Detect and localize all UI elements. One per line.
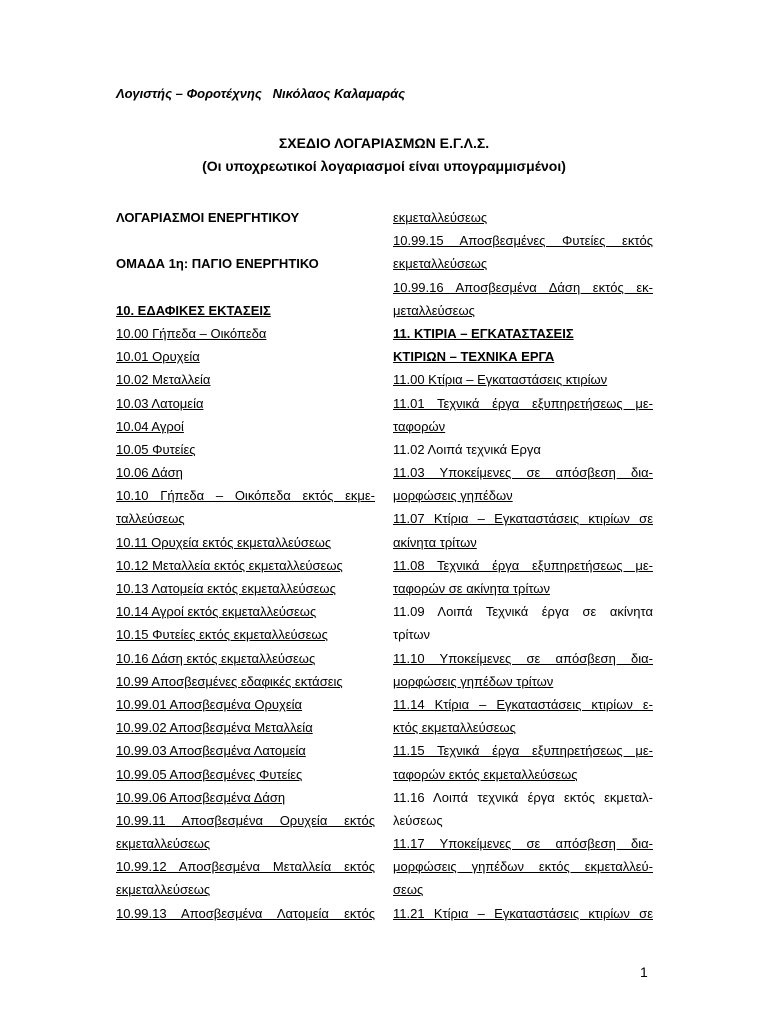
account-text: 10.00 Γήπεδα – Οικόπεδα <box>116 325 267 341</box>
account-line <box>393 739 653 762</box>
account-line <box>116 461 375 484</box>
account-line <box>116 809 375 832</box>
document-title: ΣΧΕΔΙΟ ΛΟΓΑΡΙΑΣΜΩΝ Ε.Γ.Λ.Σ. <box>278 135 490 151</box>
account-line <box>116 763 375 786</box>
account-line <box>116 577 375 600</box>
account-text: 11.14 Κτίρια – Εγκαταστάσεις κτιρίων ε- <box>393 696 653 712</box>
account-text: 10.10 Γήπεδα – Οικόπεδα εκτός εκμε- <box>116 488 375 504</box>
account-line <box>393 670 653 693</box>
account-text: 10.05 Φυτείες <box>116 441 196 457</box>
account-text: ταφορών <box>393 418 446 434</box>
account-line <box>393 206 653 229</box>
account-text: 10.01 Ορυχεία <box>116 349 200 365</box>
account-text: 10.99.05 Αποσβεσμένες Φυτείες <box>116 766 303 782</box>
account-text: σεως <box>393 882 424 898</box>
account-text: ταλλεύσεως <box>116 511 185 527</box>
account-line <box>116 600 375 623</box>
account-text: μορφώσεις γηπέδων εκτός εκμεταλλεύ- <box>393 859 653 875</box>
account-text: 11.10 Υποκείμενες σε απόσβεση δια- <box>393 650 653 666</box>
account-line <box>116 623 375 646</box>
account-text: ακίνητα τρίτων <box>393 534 477 550</box>
section-heading <box>116 252 375 275</box>
account-text: 10.99.06 Αποσβεσμένα Δάση <box>116 789 286 805</box>
account-text: 11.21 Κτίρια – Εγκαταστάσεις κτιρίων σε <box>393 905 653 921</box>
account-line <box>116 647 375 670</box>
account-text: 11.07 Κτίρια – Εγκαταστάσεις κτιρίων σε <box>393 511 653 527</box>
account-line <box>393 786 653 809</box>
account-text: 11.02 Λοιπά τεχνικά Εργα <box>393 441 541 457</box>
section-heading <box>393 345 653 368</box>
account-text: 11.17 Υποκείμενες σε απόσβεση δια- <box>393 836 653 852</box>
account-text: 11. ΚΤΙΡΙΑ – ΕΓΚΑΤΑΣΤΑΣΕΙΣ <box>393 325 574 341</box>
account-line <box>393 507 653 530</box>
account-line <box>116 855 375 878</box>
account-line <box>393 368 653 391</box>
account-text: εκμεταλλεύσεως <box>116 836 211 852</box>
account-text: ΚΤΙΡΙΩΝ – ΤΕΧΝΙΚΑ ΕΡΓΑ <box>393 349 555 365</box>
account-line <box>393 415 653 438</box>
account-text: μορφώσεις γηπέδων <box>393 488 513 504</box>
account-line <box>116 438 375 461</box>
account-line <box>116 484 375 507</box>
account-text: 10.06 Δάση <box>116 465 183 481</box>
account-text: 10.99.15 Αποσβεσμένες Φυτείες εκτός <box>393 233 653 249</box>
account-line <box>116 878 375 901</box>
account-text: 11.08 Τεχνικά έργα εξυπηρετήσεως με- <box>393 557 653 573</box>
account-text: 11.15 Τεχνικά έργα εξυπηρετήσεως με- <box>393 743 653 759</box>
account-text: 10.02 Μεταλλεία <box>116 372 211 388</box>
account-text: ΟΜΑΔΑ 1η: ΠΑΓΙΟ ΕΝΕΡΓΗΤΙΚΟ <box>116 256 319 272</box>
account-text: 10. ΕΔΑΦΙΚΕΣ ΕΚΤΑΣΕΙΣ <box>116 302 271 318</box>
document-header-author: Λογιστής – Φοροτέχνης Νικόλαος Καλαμαράς <box>116 86 406 101</box>
account-text: 10.99.12 Αποσβεσμένα Μεταλλεία εκτός <box>116 859 375 875</box>
account-line <box>116 322 375 345</box>
account-text: εκμεταλλεύσεως <box>393 210 488 225</box>
account-line <box>393 299 653 322</box>
account-text: κτός εκμεταλλεύσεως <box>393 720 516 736</box>
account-text: 10.13 Λατομεία εκτός εκμεταλλεύσεως <box>116 581 336 596</box>
account-text: ταφορών εκτός εκμεταλλεύσεως <box>393 766 578 782</box>
account-text: 10.99.11 Αποσβεσμένα Ορυχεία εκτός <box>116 812 375 828</box>
account-text: 10.12 Μεταλλεία εκτός εκμεταλλεύσεως <box>116 557 343 573</box>
account-text: 10.99.13 Αποσβεσμένα Λατομεία εκτός <box>116 905 375 921</box>
account-line <box>116 368 375 391</box>
account-text: 11.16 Λοιπά τεχνικά έργα εκτός εκμεταλ- <box>393 789 653 805</box>
account-text: εκμεταλλεύσεως <box>116 882 211 898</box>
account-text: 10.99.16 Αποσβεσμένα Δάση εκτός εκ- <box>393 279 653 295</box>
account-line <box>116 902 375 925</box>
account-line <box>393 716 653 739</box>
document-subtitle: (Οι υποχρεωτικοί λογαριασμοί είναι υπογραμμισμένοι) <box>202 158 566 174</box>
account-line <box>116 716 375 739</box>
account-line <box>116 693 375 716</box>
account-line <box>116 415 375 438</box>
account-line <box>116 832 375 855</box>
account-line <box>393 577 653 600</box>
account-line <box>393 763 653 786</box>
account-line <box>393 600 653 623</box>
account-text: εκμεταλλεύσεως <box>393 256 488 272</box>
account-text: 11.01 Τεχνικά έργα εξυπηρετήσεως με- <box>393 395 653 411</box>
page-number: 1 <box>640 964 648 980</box>
account-text: 10.04 Αγροί <box>116 418 184 434</box>
account-line <box>393 647 653 670</box>
section-heading <box>116 206 375 229</box>
account-line <box>116 554 375 577</box>
account-text: 10.03 Λατομεία <box>116 395 204 411</box>
account-line <box>116 786 375 809</box>
account-line <box>393 392 653 415</box>
account-line <box>116 531 375 554</box>
account-text: μορφώσεις γηπέδων τρίτων <box>393 673 554 689</box>
account-line <box>393 484 653 507</box>
account-line <box>116 670 375 693</box>
account-text: τρίτων <box>393 627 431 643</box>
account-text: 10.99.03 Αποσβεσμένα Λατομεία <box>116 743 306 759</box>
account-text: 10.14 Αγροί εκτός εκμεταλλεύσεως <box>116 604 317 620</box>
account-line <box>393 809 653 832</box>
account-text: 10.16 Δάση εκτός εκμεταλλεύσεως <box>116 650 316 666</box>
account-line <box>393 832 653 855</box>
account-line <box>393 438 653 461</box>
account-line <box>393 902 653 925</box>
account-line <box>393 461 653 484</box>
account-line <box>393 276 653 299</box>
account-line <box>116 229 375 252</box>
account-text: 10.99 Αποσβεσμένες εδαφικές εκτάσεις <box>116 673 343 689</box>
account-text: ΛΟΓΑΡΙΑΣΜΟΙ ΕΝΕΡΓΗΤΙΚΟΥ <box>116 210 300 225</box>
account-text: 10.11 Ορυχεία εκτός εκμεταλλεύσεως <box>116 534 332 550</box>
account-text: λεύσεως <box>393 812 443 828</box>
account-line <box>393 878 653 901</box>
account-text: μεταλλεύσεως <box>393 302 475 318</box>
account-text: 10.99.01 Αποσβεσμένα Ορυχεία <box>116 696 303 712</box>
account-line <box>116 392 375 415</box>
account-line <box>116 739 375 762</box>
account-text: 10.99.02 Αποσβεσμένα Μεταλλεία <box>116 720 313 736</box>
left-column <box>116 206 375 925</box>
account-line <box>393 229 653 252</box>
account-line <box>393 252 653 275</box>
account-line <box>393 623 653 646</box>
right-column <box>393 206 653 925</box>
section-heading <box>393 322 653 345</box>
account-line <box>116 345 375 368</box>
section-heading <box>116 299 375 322</box>
account-text: 11.00 Κτίρια – Εγκαταστάσεις κτιρίων <box>393 372 608 388</box>
account-line <box>393 693 653 716</box>
account-text: 11.03 Υποκείμενες σε απόσβεση δια- <box>393 465 653 481</box>
account-text: 10.15 Φυτείες εκτός εκμεταλλεύσεως <box>116 627 328 643</box>
account-line <box>393 855 653 878</box>
account-line <box>393 531 653 554</box>
account-line <box>116 507 375 530</box>
account-line <box>116 276 375 299</box>
account-text: ταφορών σε ακίνητα τρίτων <box>393 581 550 596</box>
account-text: 11.09 Λοιπά Τεχνικά έργα σε ακίνητα <box>393 604 653 620</box>
account-line <box>393 554 653 577</box>
